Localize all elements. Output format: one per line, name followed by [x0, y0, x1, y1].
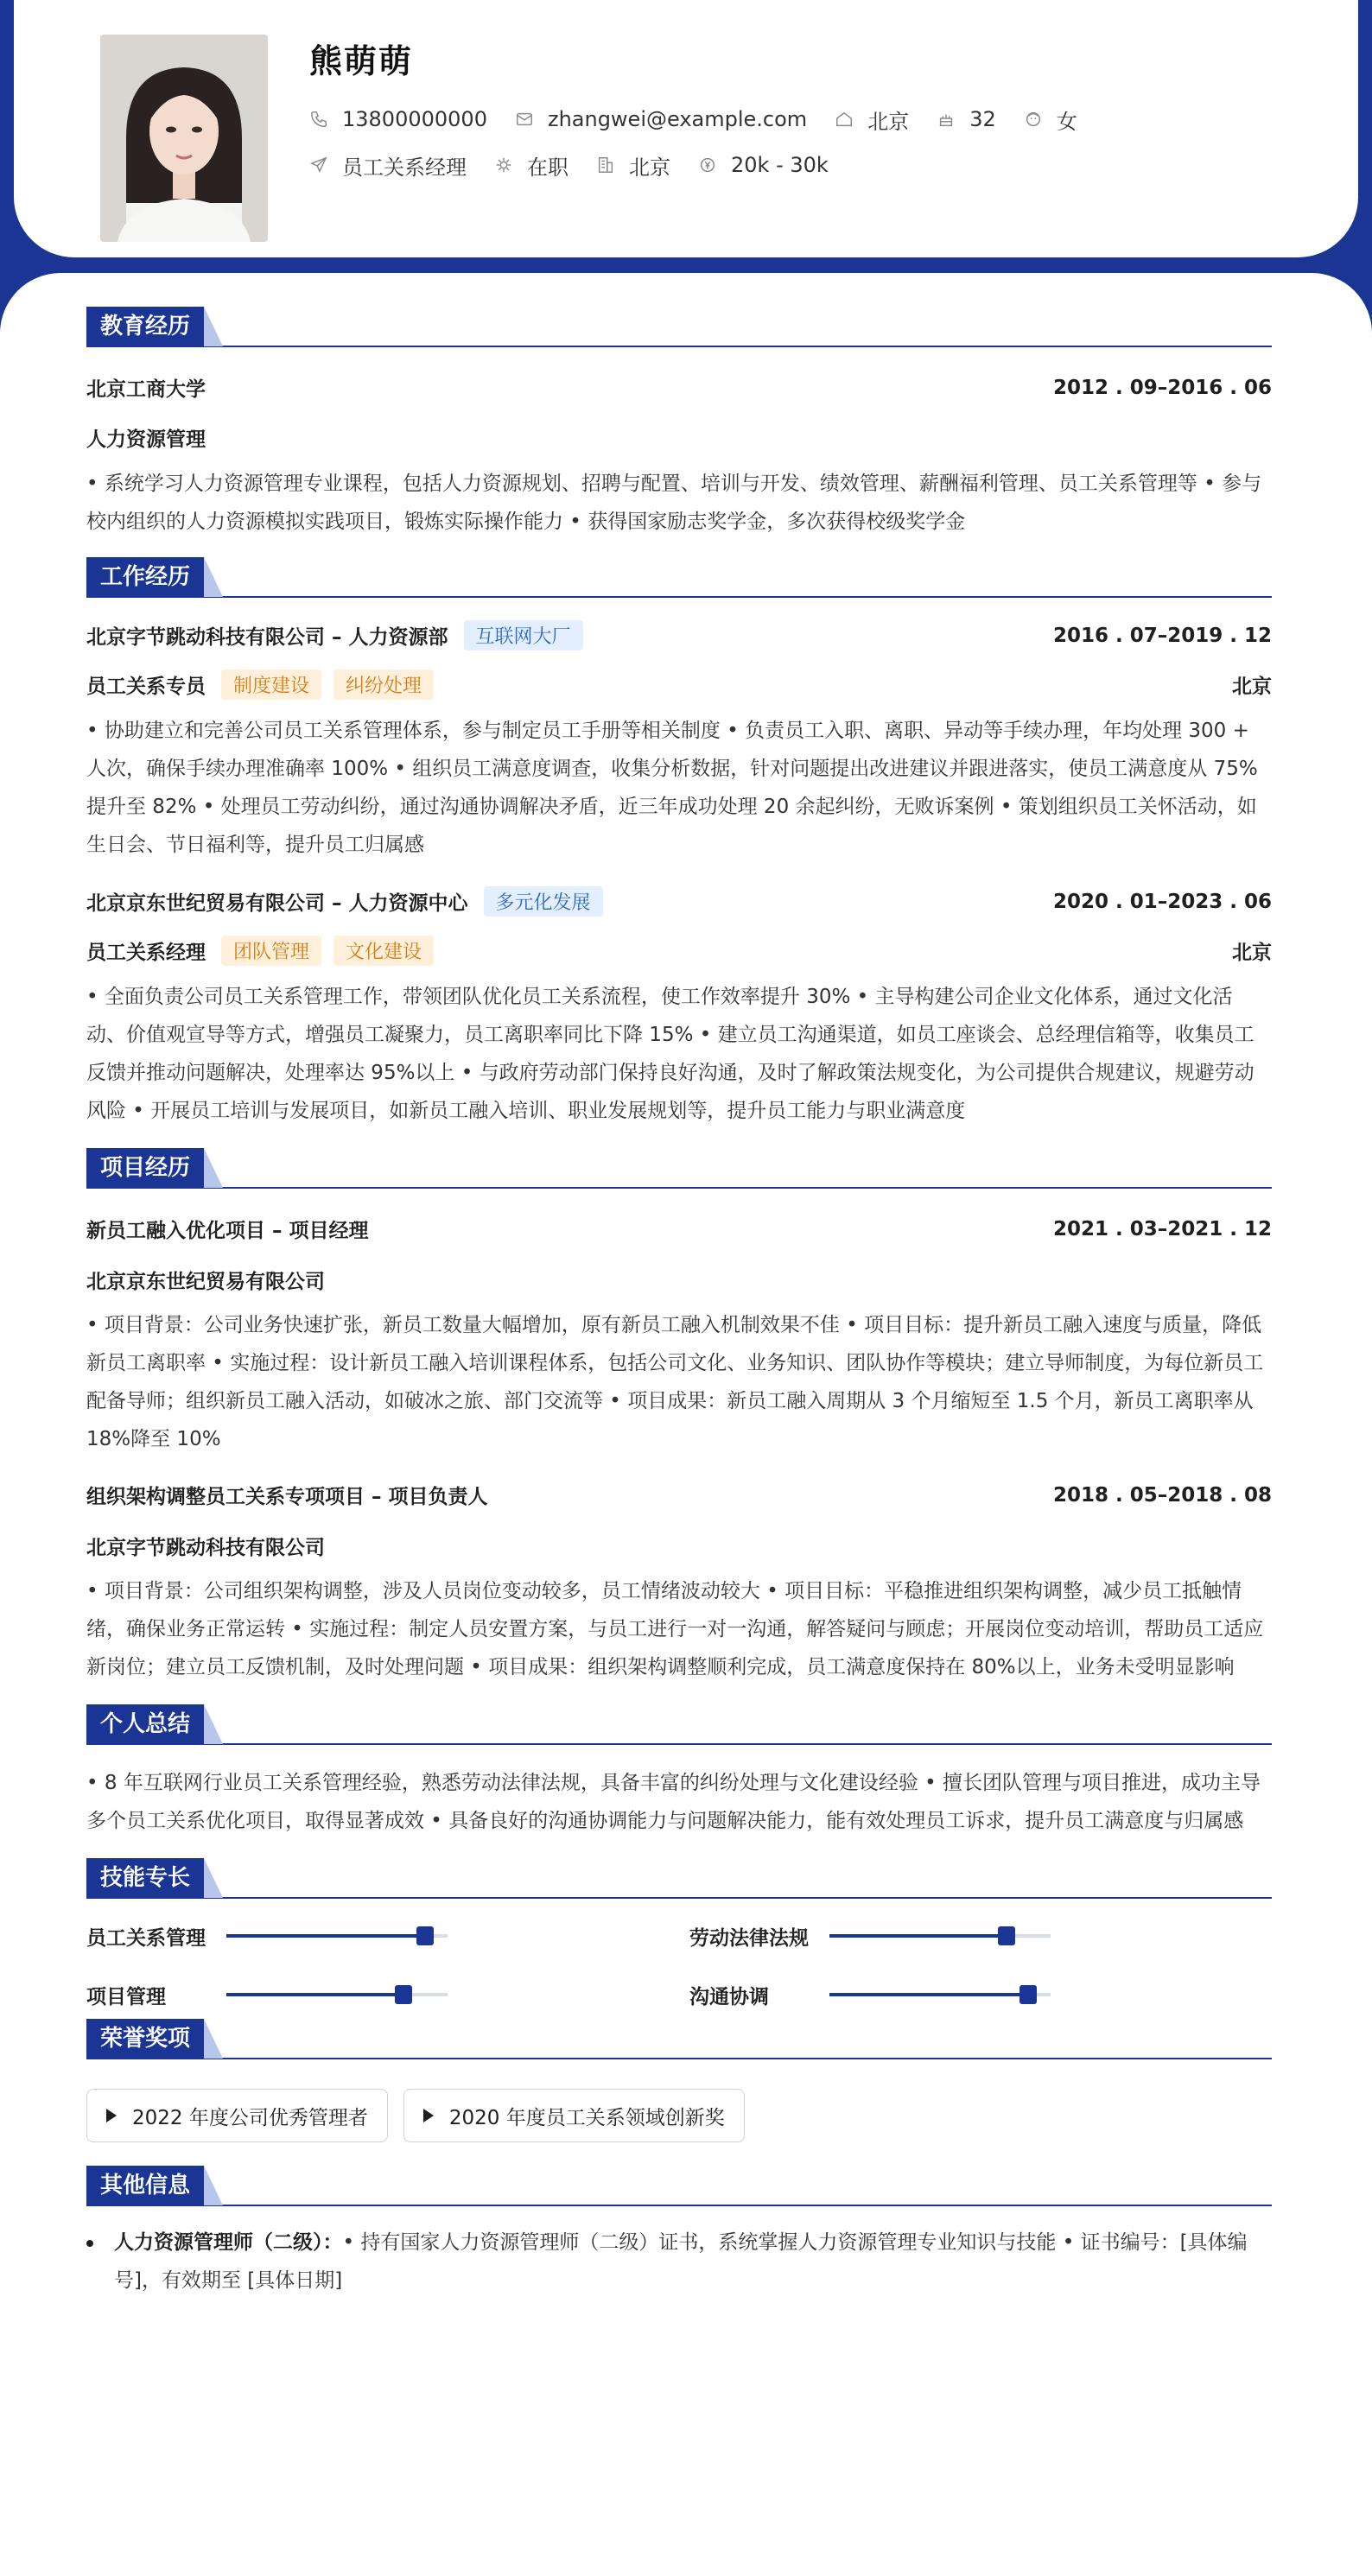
- work-period: 2016 . 07–2019 . 12: [1052, 624, 1272, 647]
- skill-fill: [829, 1934, 1007, 1938]
- skills-section: [86, 1859, 1272, 2020]
- candidate-name: 熊萌萌: [309, 42, 414, 80]
- skill-name: 员工关系管理: [86, 1926, 206, 1950]
- hometown-item: [835, 105, 909, 135]
- project-desc: • 项目背景：公司业务快速扩张，新员工数量大幅增加，原有新员工融入机制效果不佳 • 项目目标：提升新员工融入速度与质量，降低新员工离职率 • 实施过程：设计新员工融入培训课程体系，包括公司文化、业务知识、团队协作等模块；建立导师制度，为每位新员工配备导师；组织新员工融入活动，如破冰之旅、部门交流等 • 项目成果：新员工融入周期从 3 个月缩短至 1.5 个月，新员工离职率从 18%降至 10%: [86, 1314, 1264, 1450]
- skill-item: [86, 1923, 448, 1949]
- project-org-row: [86, 1532, 1272, 1560]
- home-icon: [835, 110, 854, 129]
- section-title: [86, 1149, 1272, 1189]
- skill-knob: [395, 1985, 412, 2004]
- gender-icon: [1024, 110, 1043, 129]
- skill-tag: 团队管理: [221, 936, 321, 966]
- role-row: [86, 669, 1272, 700]
- certificate-label: 人力资源管理师（二级）：: [114, 2231, 343, 2254]
- honors-section: [86, 2020, 1272, 2142]
- city-text: 北京: [629, 155, 670, 180]
- salary-item: [698, 153, 829, 177]
- work-period: 2020 . 01–2023 . 06: [1052, 890, 1272, 913]
- send-icon: [309, 155, 328, 174]
- major-name: 人力资源管理: [86, 428, 206, 451]
- project-header: [86, 1215, 1272, 1243]
- status-item: [494, 150, 568, 181]
- skill-bar: [226, 1993, 448, 1996]
- email-item: [515, 107, 807, 131]
- education-section: [86, 308, 1272, 541]
- section-title: [86, 1705, 1272, 1745]
- age-item: [937, 107, 996, 131]
- work-title: 工作经历: [86, 557, 204, 597]
- award-chip: [86, 2089, 388, 2142]
- section-title: [86, 1859, 1272, 1899]
- education-header: [86, 373, 1272, 402]
- skill-bar: [829, 1934, 1051, 1938]
- skill-item: [86, 1982, 448, 2008]
- phone-item: [309, 107, 487, 131]
- project-title: 组织架构调整员工关系专项项目 – 项目负责人: [86, 1486, 488, 1508]
- skill-fill: [226, 1934, 425, 1938]
- skill-bar: [829, 1993, 1051, 1996]
- project-period: 2018 . 05–2018 . 08: [1052, 1483, 1272, 1507]
- phone-icon: [309, 110, 328, 129]
- summary-section: [86, 1705, 1272, 1840]
- skill-item: [689, 1923, 1051, 1949]
- email-text[interactable]: zhangwei@example.com: [547, 107, 808, 131]
- mail-icon: [515, 110, 534, 129]
- award-text: 2020 年度员工关系领域创新奖: [448, 2106, 725, 2129]
- section-title: [86, 558, 1272, 598]
- skill-bar: [226, 1934, 448, 1938]
- section-title: [86, 2020, 1272, 2059]
- skill-knob: [1019, 1985, 1037, 2004]
- salary-icon: [698, 155, 717, 174]
- job-intent-row: [309, 148, 856, 182]
- city-item: [596, 150, 670, 181]
- other-item: [86, 2224, 1272, 2300]
- building-icon: [596, 155, 615, 174]
- skill-name: 劳动法律法规: [689, 1926, 809, 1950]
- project-period: 2021 . 03–2021 . 12: [1052, 1217, 1272, 1240]
- hometown-text: 北京: [867, 109, 910, 134]
- project-header: [86, 1481, 1272, 1509]
- gender-text: 女: [1056, 109, 1077, 134]
- summary-text: • 8 年互联网行业员工关系管理经验，熟悉劳动法律法规，具备丰富的纠纷处理与文化建设经验 • 擅长团队管理与项目推进，成功主导多个员工关系优化项目，取得显著成效 • 具备良好的沟通协调能力与问题解决能力，能有效处理员工诉求，提升员工满意度与归属感: [86, 1772, 1261, 1832]
- project-org-row: [86, 1266, 1272, 1294]
- role-name: 员工关系专员: [86, 676, 206, 698]
- projects-title: 项目经历: [86, 1148, 204, 1188]
- company-name: 北京字节跳动科技有限公司 – 人力资源部: [86, 626, 448, 649]
- gender-item: [1024, 105, 1077, 135]
- projects-section: [86, 1149, 1272, 1686]
- position-item: [309, 150, 467, 181]
- project-desc: • 项目背景：公司组织架构调整，涉及人员岗位变动较多，员工情绪波动较大 • 项目目标：平稳推进组织架构调整，减少员工抵触情绪，确保业务正常运转 • 实施过程：制定人员安置方案，与员工进行一对一沟通，解答疑问与顾虑；开展岗位变动培训，帮助员工适应新岗位；建立员工反馈机制，及时处理问题 • 项目成果：组织架构调整顺利完成，员工满意度保持在 80%以上，业务未受明显影响: [86, 1580, 1264, 1678]
- role-name: 员工关系经理: [86, 942, 206, 964]
- position-text: 员工关系经理: [342, 155, 467, 180]
- work-location: 北京: [1232, 942, 1272, 964]
- role-row: [86, 936, 1272, 966]
- awards-list: [86, 2089, 1272, 2142]
- work-header: [86, 886, 1272, 917]
- school-name: 北京工商大学: [86, 378, 206, 401]
- skill-tag: 纠纷处理: [333, 669, 434, 700]
- company-tag: 互联网大厂: [464, 620, 583, 650]
- work-location: 北京: [1232, 676, 1272, 698]
- project-title: 新员工融入优化项目 – 项目经理: [86, 1220, 369, 1242]
- summary-title: 个人总结: [86, 1704, 204, 1744]
- play-icon: [106, 2109, 117, 2122]
- major-row: [86, 423, 1272, 452]
- company-tag: 多元化发展: [484, 886, 603, 917]
- education-period: 2012 . 09–2016 . 06: [1052, 376, 1272, 399]
- skills-grid: [86, 1899, 1272, 2020]
- status-icon: [494, 155, 513, 174]
- award-chip: [403, 2089, 745, 2142]
- play-icon: [423, 2109, 434, 2122]
- age-icon: [937, 110, 956, 129]
- phone-text[interactable]: 13800000000: [342, 107, 487, 131]
- work-desc: • 协助建立和完善公司员工关系管理体系，参与制定员工手册等相关制度 • 负责员工入职、离职、异动等手续办理，年均处理 300 + 人次，确保手续办理准确率 100% • 组织员工满意度调查，收集分析数据，针对问题提出改进建议并跟进落实，使员工满意度从 75%提升至 82% • 处理员工劳动纠纷，通过沟通协调解决矛盾，近三年成功处理 20 余起纠纷，无败诉案例 • 策划组织员工关怀活动，如生日会、节日福利等，提升员工归属感: [86, 720, 1258, 856]
- contact-row: [309, 102, 1105, 136]
- age-text: 32: [969, 107, 996, 131]
- work-section: [86, 558, 1272, 1130]
- company-name: 北京京东世纪贸易有限公司 – 人力资源中心: [86, 892, 468, 915]
- salary-text: 20k - 30k: [731, 153, 829, 177]
- work-desc: • 全面负责公司员工关系管理工作，带领团队优化员工关系流程，使工作效率提升 30% • 主导构建公司企业文化体系，通过文化活动、价值观宣导等方式，增强员工凝聚力，员工离职率同比下降 15% • 建立员工沟通渠道，如员工座谈会、总经理信箱等，收集员工反馈并推动问题解决，处理率达 95%以上 • 与政府劳动部门保持良好沟通，及时了解政策法规变化，为公司提供合规建议，规避劳动风险 • 开展员工培训与发展项目，如新员工融入培训、职业发展规划等，提升员工能力与职业满意度: [86, 986, 1254, 1122]
- resume-body: [0, 273, 1372, 2576]
- bullet-dot: [86, 2240, 93, 2247]
- project-org: 北京字节跳动科技有限公司: [86, 1537, 325, 1559]
- skill-tag: 文化建设: [333, 936, 434, 966]
- skill-knob: [998, 1926, 1015, 1945]
- certificate-text: • 持有国家人力资源管理师（二级）证书，系统掌握人力资源管理专业知识与技能 • 证书编号：[具体编号]，有效期至 [具体日期]: [114, 2231, 1248, 2292]
- skill-knob: [416, 1926, 434, 1945]
- skill-name: 项目管理: [86, 1985, 166, 2008]
- avatar-photo: [100, 35, 268, 242]
- honors-title: 荣誉奖项: [86, 2019, 204, 2059]
- other-title: 其他信息: [86, 2166, 204, 2205]
- education-title: 教育经历: [86, 307, 204, 346]
- education-desc: • 系统学习人力资源管理专业课程，包括人力资源规划、招聘与配置、培训与开发、绩效管理、薪酬福利管理、员工关系管理等 • 参与校内组织的人力资源模拟实践项目，锻炼实际操作能力 • 获得国家励志奖学金，多次获得校级奖学金: [86, 473, 1262, 533]
- section-title: [86, 2167, 1272, 2206]
- skills-title: 技能专长: [86, 1858, 204, 1898]
- work-header: [86, 620, 1272, 650]
- section-title: [86, 308, 1272, 347]
- status-text: 在职: [527, 155, 568, 180]
- skill-fill: [829, 1993, 1028, 1996]
- other-section: [86, 2167, 1272, 2300]
- skill-tag: 制度建设: [221, 669, 321, 700]
- skill-name: 沟通协调: [689, 1985, 769, 2008]
- skill-item: [689, 1982, 1051, 2008]
- skill-fill: [226, 1993, 403, 1996]
- project-org: 北京京东世纪贸易有限公司: [86, 1271, 325, 1293]
- profile-header: [14, 0, 1358, 257]
- award-text: 2022 年度公司优秀管理者: [132, 2106, 368, 2129]
